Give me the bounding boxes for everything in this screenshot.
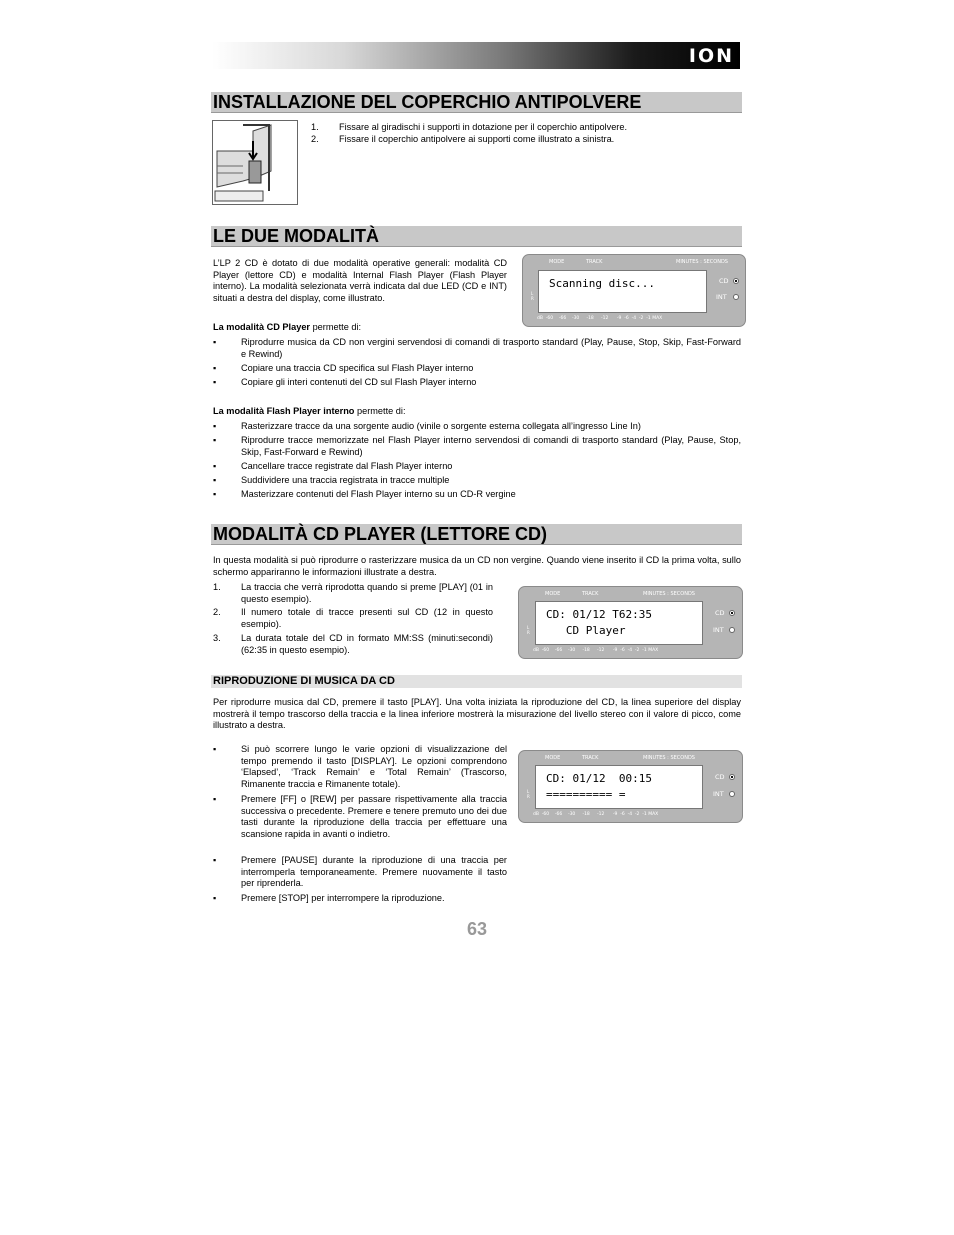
cd-mode-lead <box>213 322 361 334</box>
list-item: Si può scorrere lungo le varie opzioni di visualizzazione del tempo premendo il tasto [DISPLAY]. Le opzioni comprendono ‘Elapsed’, ‘Track Remain’ e ‘Total Remain’ (Trascorso, Rimanente traccia e Rimanente totale). <box>241 744 507 789</box>
list-item: Masterizzare contenuti del Flash Player interno su un CD-R vergine <box>241 489 516 499</box>
lcd-display-cd-info <box>518 586 743 659</box>
lcd-int-label: INT <box>713 790 724 798</box>
lcd-display-scanning <box>522 254 746 327</box>
bullet-icon: ▪ <box>213 744 217 754</box>
list-item: Rasterizzare tracce da una sorgente audio (vinile o sorgente esterna collegata all’ingresso Line In) <box>241 421 641 431</box>
lcd-line-2: CD Player <box>546 624 626 637</box>
playback-intro: Per riprodurre musica dal CD, premere il tasto [PLAY]. Una volta iniziata la riproduzione del CD, la linea superiore del display mostrerà il tempo trascorso della traccia e la linea inferiore mostrerà la misurazione del livello stereo con il valore di picco, come illustrato a destra. <box>213 697 741 731</box>
list-item: Premere [PAUSE] durante la riproduzione di una traccia per interromperla temporaneamente. Premere nuovamente il tasto per riprenderla. <box>241 855 507 889</box>
lcd-time-label: MINUTES : SECONDS <box>643 755 695 761</box>
modes-intro: L’LP 2 CD è dotato di due modalità operative generali: modalità CD Player (lettore CD) e modalità Internal Flash Player (Flash Player interno). La modalità selezionata verrà indicata dal due LED (CD e INT) situati a destra del display, come illustrato. <box>213 258 507 303</box>
subsection-title-playback: RIPRODUZIONE DI MUSICA DA CD <box>211 675 742 688</box>
step-text: Il numero totale di tracce presenti sul CD (12 in questo esempio). <box>241 607 493 629</box>
bullet-icon: ▪ <box>213 421 217 431</box>
ion-logo: ION <box>688 45 734 67</box>
page-number: 63 <box>466 919 488 939</box>
int-led-icon <box>733 294 739 300</box>
bullet-icon: ▪ <box>213 435 217 445</box>
section-title-dust-cover: INSTALLAZIONE DEL COPERCHIO ANTIPOLVERE <box>211 92 742 113</box>
flash-mode-lead-rest: permette di: <box>354 406 406 416</box>
lcd-int-label: INT <box>716 293 727 301</box>
list-item: Riprodurre musica da CD non vergini servendosi di comandi di trasporto standard (Play, Pause, Stop, Skip, Fast-Forward e Rewind) <box>241 337 741 359</box>
step-number: 3. <box>213 633 221 643</box>
lcd-cd-label: CD <box>715 773 725 781</box>
cd-led-icon <box>733 278 739 284</box>
lcd-side-label: L R <box>527 625 530 635</box>
lcd-line-1: CD: 01/12 T62:35 <box>546 608 652 621</box>
lcd-side-label: L R <box>527 789 530 799</box>
lcd-track-label: TRACK <box>582 591 599 597</box>
lcd-side-label: L R <box>531 291 534 301</box>
step-number: 2. <box>311 134 319 144</box>
list-item: Copiare gli interi contenuti del CD sul Flash Player interno <box>241 377 477 387</box>
bullet-icon: ▪ <box>213 794 217 804</box>
lcd-screen <box>538 270 707 313</box>
step-text: Fissare il coperchio antipolvere ai supporti come illustrato a sinistra. <box>339 134 615 144</box>
step-text: Fissare al giradischi i supporti in dotazione per il coperchio antipolvere. <box>339 122 628 132</box>
step-text: La traccia che verrà riprodotta quando si preme [PLAY] (01 in questo esempio). <box>241 582 493 604</box>
lcd-time-label: MINUTES : SECONDS <box>676 259 728 265</box>
lcd-line-2: ========== = <box>546 788 626 801</box>
lcd-cd-label: CD <box>719 277 729 285</box>
bullet-icon: ▪ <box>213 489 217 499</box>
lcd-meter-scale: dB -60 -66 -30 -18 -12 -9 -6 -4 -2 -1 MAX <box>533 648 659 653</box>
lcd-line-1: CD: 01/12 00:15 <box>546 772 652 785</box>
lcd-screen <box>535 601 703 645</box>
dust-cover-illustration <box>212 120 298 205</box>
bullet-icon: ▪ <box>213 855 217 865</box>
list-item: Riprodurre tracce memorizzate nel Flash Player interno servendosi di comandi di trasporto standard (Play, Pause, Stop, Skip, Fast-Forward e Rewind) <box>241 435 741 457</box>
list-item: Suddividere una traccia registrata in tracce multiple <box>241 475 450 485</box>
lcd-track-label: TRACK <box>582 755 599 761</box>
cd-led-icon <box>729 610 735 616</box>
bullet-icon: ▪ <box>213 363 217 373</box>
list-item: Cancellare tracce registrate dal Flash Player interno <box>241 461 453 471</box>
lcd-int-label: INT <box>713 626 724 634</box>
lcd-meter-scale: dB -60 -66 -30 -18 -12 -9 -6 -4 -2 -1 MAX <box>533 812 659 817</box>
step-number: 2. <box>213 607 221 617</box>
lcd-time-label: MINUTES : SECONDS <box>643 591 695 597</box>
bullet-icon: ▪ <box>213 377 217 387</box>
lcd-track-label: TRACK <box>586 259 603 265</box>
section-title-cd-mode: MODALITÀ CD PLAYER (LETTORE CD) <box>211 524 742 545</box>
cd-mode-lead-bold: La modalità CD Player <box>213 322 311 332</box>
lcd-cd-label: CD <box>715 609 725 617</box>
cd-led-icon <box>729 774 735 780</box>
step-number: 1. <box>311 122 319 132</box>
cd-mode-intro: In questa modalità si può riprodurre o rasterizzare musica da un CD non vergine. Quando viene inserito il CD la prima volta, sullo schermo appariranno le informazioni illustrate a destra. <box>213 555 741 577</box>
section-title-two-modes: LE DUE MODALITÀ <box>211 226 742 247</box>
lcd-line-1: Scanning disc... <box>549 277 655 290</box>
lcd-screen <box>535 765 703 809</box>
lcd-display-playback <box>518 750 743 823</box>
lcd-mode-label: MODE <box>545 755 561 761</box>
flash-mode-lead-bold: La modalità Flash Player interno <box>213 406 355 416</box>
lcd-meter-scale: dB -60 -66 -30 -18 -12 -9 -6 -4 -2 -1 MAX <box>537 316 663 321</box>
bullet-icon: ▪ <box>213 461 217 471</box>
int-led-icon <box>729 791 735 797</box>
header-bar <box>212 42 740 69</box>
bullet-icon: ▪ <box>213 893 217 903</box>
int-led-icon <box>729 627 735 633</box>
cd-mode-lead-rest: permette di: <box>310 322 362 332</box>
lcd-mode-label: MODE <box>545 591 561 597</box>
list-item: Premere [STOP] per interrompere la riproduzione. <box>241 893 445 903</box>
list-item: Copiare una traccia CD specifica sul Flash Player interno <box>241 363 474 373</box>
step-text: La durata totale del CD in formato MM:SS (minuti:secondi) (62:35 in questo esempio). <box>241 633 493 655</box>
flash-mode-lead <box>213 406 406 418</box>
step-number: 1. <box>213 582 221 592</box>
bullet-icon: ▪ <box>213 337 217 347</box>
list-item: Premere [FF] o [REW] per passare rispettivamente alla traccia successiva o precedente. Premere e tenere premuto uno dei due tasti durante la riproduzione della traccia per effettuare una scansione rapida in avanti o indietro. <box>241 794 507 839</box>
bullet-icon: ▪ <box>213 475 217 485</box>
lcd-mode-label: MODE <box>549 259 565 265</box>
